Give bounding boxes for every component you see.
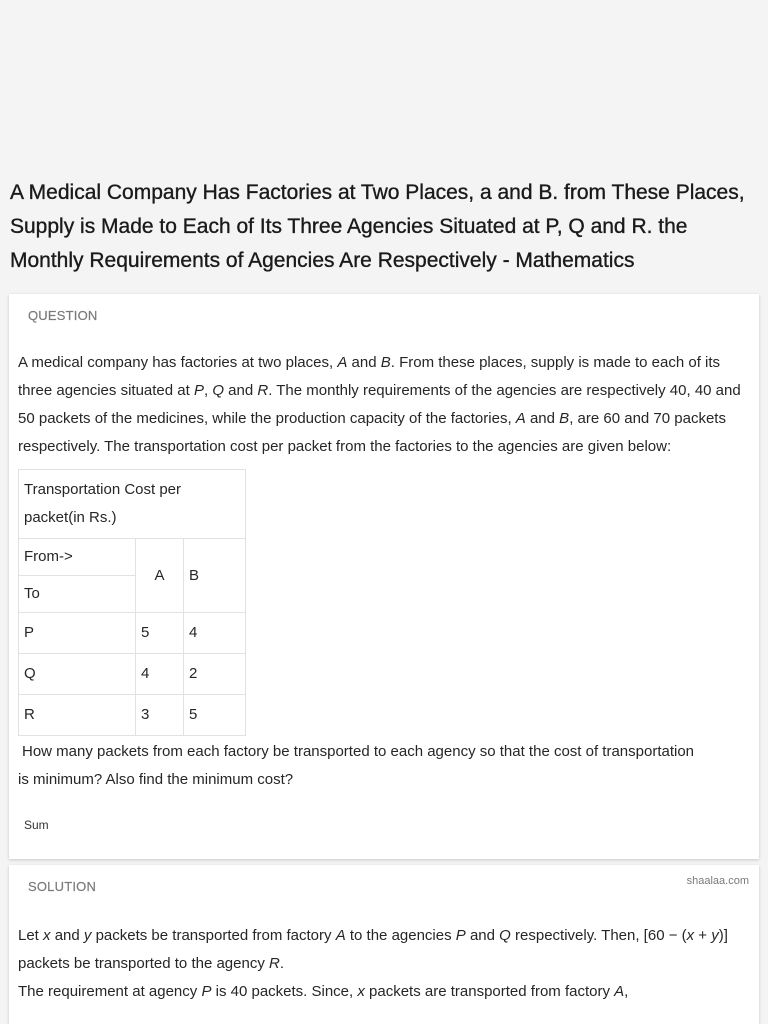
row-agency-label: Q — [19, 654, 136, 695]
row-cost-b: 2 — [184, 654, 246, 695]
transportation-cost-table — [18, 469, 246, 736]
row-cost-b: 5 — [184, 695, 246, 736]
solution-label: SOLUTION — [28, 879, 97, 894]
row-cost-a: 4 — [136, 654, 184, 695]
solution-text: Let x and y packets be transported from factory A to the agencies P and Q respectively. Then, [60 − (x + y)] packets be transported to the agency R. The requirement at agency P is 40 packets. Since, x packets are transported from factory A, — [18, 927, 728, 1000]
watermark-text: shaalaa.com — [686, 875, 749, 887]
from-label: From-> — [19, 539, 135, 576]
top-blank-area — [0, 0, 768, 170]
page-title: A Medical Company Has Factories at Two Places, a and B. from These Places, Supply is Made to Each of Its Three Agencies Situated at P, Q and R. the Monthly Requirements of Agencies Are Respectively - Mathematics — [10, 181, 745, 272]
row-cost-a: 3 — [136, 695, 184, 736]
table-caption-cell: Transportation Cost per packet(in Rs.) — [19, 470, 246, 539]
row-agency-label: R — [19, 695, 136, 736]
question-card — [9, 294, 759, 859]
question-label: QUESTION — [28, 308, 98, 323]
table-row — [19, 539, 246, 613]
row-cost-b: 4 — [184, 613, 246, 654]
solution-card — [9, 865, 759, 1024]
table-row — [19, 695, 246, 736]
column-header-b: B — [184, 539, 246, 613]
row-agency-label: P — [19, 613, 136, 654]
followup-question-line-1: How many packets from each factory be transported to each agency so that the cost of transportation — [22, 743, 695, 760]
question-text: A medical company has factories at two places, A and B. From these places, supply is made to each of its three agencies situated at P, Q and R. The monthly requirements of the agencies are respectively 40, 40 and 50 packets of the medicines, while the production capacity of the factories, A and B, are 60 and 70 packets respectively. The transportation cost per packet from the factories to the agencies are given below: — [18, 354, 741, 455]
question-type-tag: Sum — [24, 818, 49, 832]
table-row — [19, 613, 246, 654]
table-row — [19, 470, 246, 539]
followup-question-line-2: is minimum? Also find the minimum cost? — [18, 771, 294, 788]
column-header-a: A — [136, 539, 184, 613]
row-cost-a: 5 — [136, 613, 184, 654]
table-row — [19, 654, 246, 695]
to-label: To — [24, 585, 40, 602]
from-to-cell — [19, 539, 136, 613]
